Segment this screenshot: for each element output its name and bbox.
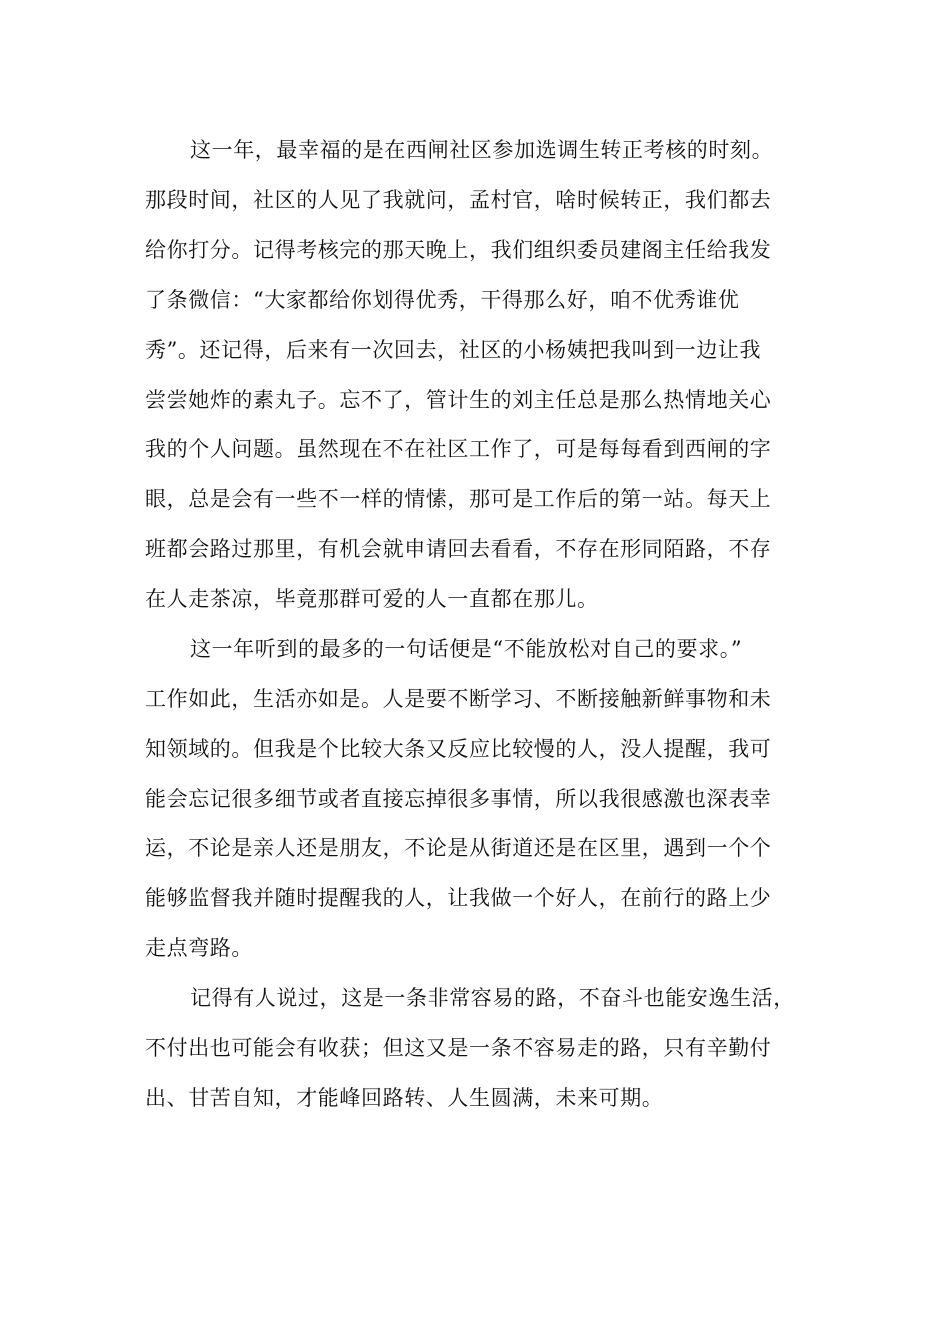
paragraph-2-line-6: 能够监督我并随时提醒我的人，让我做一个好人，在前行的路上少	[145, 886, 772, 910]
paragraph-1-line-5: 秀”。还记得，后来有一次回去，社区的小杨姨把我叫到一边让我	[145, 338, 762, 362]
paragraph-1-line-1: 这一年，最幸福的是在西闸社区参加选调生转正考核的时刻。	[190, 138, 774, 162]
paragraph-1-line-10: 在人走茶凉，毕竟那群可爱的人一直都在那儿。	[145, 587, 599, 611]
paragraph-1-line-2: 那段时间，社区的人见了我就问，孟村官，啥时候转正，我们都去	[145, 188, 772, 212]
paragraph-3-line-1: 记得有人说过，这是一条非常容易的路，不奋斗也能安逸生活，	[190, 986, 795, 1010]
paragraph-3-line-2: 不付出也可能会有收获；但这又是一条不容易走的路，只有辛勤付	[145, 1036, 772, 1060]
paragraph-1-line-8: 眼，总是会有一些不一样的情愫，那可是工作后的第一站。每天上	[145, 487, 772, 511]
paragraph-2-line-3: 知领域的。但我是个比较大条又反应比较慢的人，没人提醒，我可	[145, 737, 772, 761]
paragraph-2-line-2: 工作如此，生活亦如是。人是要不断学习、不断接触新鲜事物和未	[145, 687, 772, 711]
paragraph-2-line-1: 这一年听到的最多的一句话便是“不能放松对自己的要求。”	[190, 637, 743, 661]
paragraph-1-line-4: 了条微信：“大家都给你划得优秀，干得那么好，咱不优秀谁优	[145, 288, 740, 312]
paragraph-2-line-4: 能会忘记很多细节或者直接忘掉很多事情，所以我很感激也深表幸	[145, 787, 772, 811]
paragraph-2-line-7: 走点弯路。	[145, 936, 253, 960]
paragraph-1-line-3: 给你打分。记得考核完的那天晚上，我们组织委员建阁主任给我发	[145, 238, 772, 262]
paragraph-3-line-3: 出、甘苦自知，才能峰回路转、人生圆满，未来可期。	[145, 1086, 664, 1110]
paragraph-1-line-7: 我的个人问题。虽然现在不在社区工作了，可是每每看到西闸的字	[145, 437, 772, 461]
paragraph-2-line-5: 运，不论是亲人还是朋友，不论是从街道还是在区里，遇到一个个	[145, 836, 772, 860]
paragraph-1-line-9: 班都会路过那里，有机会就申请回去看看，不存在形同陌路，不存	[145, 537, 772, 561]
paragraph-1-line-6: 尝尝她炸的素丸子。忘不了，管计生的刘主任总是那么热情地关心	[145, 388, 772, 412]
